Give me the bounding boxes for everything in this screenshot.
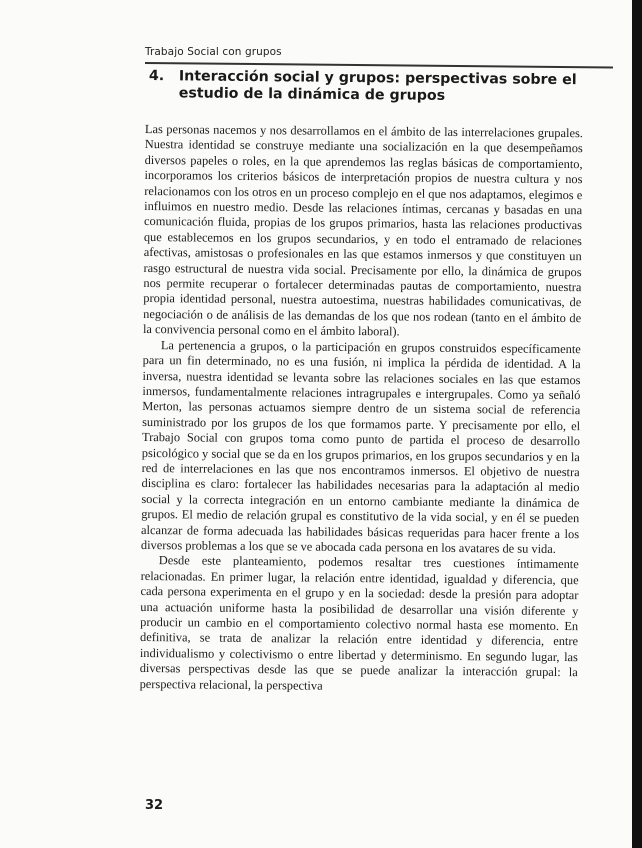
body-text (140, 122, 583, 696)
section-title: Interacción social y grupos: perspectivas sobre el estudio de la dinámica de grupos (178, 68, 577, 104)
scan-edge-shadow (632, 0, 642, 848)
header-rule (145, 62, 613, 68)
paragraph-2: La pertenencia a grupos, o la participación en grupos construidos específicamente para un fin determinado, no es una fusión, ni implica la pérdida de identidad. A la inversa, nuestra identidad se levanta sobre las relaciones sociales en las que estamos inmersos, fundamentalmente relaciones intragrupales e intergrupales. Como ya señaló Merton, las personas actuamos siempre dentro de un sistema social de referencia suministrado por los grupos de los que formamos parte. Y precisamente por ello, el Trabajo Social con grupos toma como punto de partida el proceso de desarrollo psicológico y social que se da en los grupos primarios, en los grupos secundarios y en la red de interrelaciones en las que nos encontramos inmersos. El objetivo de nuestra disciplina es claro: fortalecer las habilidades necesarias para la adaptación al medio social y la correcta integración en un entorno cambiante mediante la dinámica de grupos. El medio de relación grupal es constitutivo de la vida social, y en él se pueden alcanzar de forma adecuada las habilidades básicas requeridas para hacer frente a los diversos problemas a los que se ve abocada cada persona en los avatares de su vida. (140, 337, 581, 556)
section-number: 4. (148, 68, 165, 85)
paragraph-3: Desde este planteamiento, podemos resaltar tres cuestiones íntimamente relacionadas. En primer lugar, la relación entre identidad, igualdad y diferencia, que cada persona experimenta en el grupo y en la sociedad: desde la presión para adoptar una actuación uniforme hasta la posibilidad de desarrollar una visión diferente y producir un cambio en el comportamiento colectivo normal hasta ese momento. En definitiva, se trata de analizar la relación entre identidad y diferencia, entre individualismo y colectivismo o entre libertad y determinismo. En segundo lugar, las diversas perspectivas desde las que se puede analizar la interacción grupal: la perspectiva relacional, la perspectiva (139, 553, 579, 693)
running-head: Trabajo Social con grupos (145, 46, 282, 58)
paragraph-1: Las personas nacemos y nos desarrollamos en el ámbito de las interrelaciones grupales. Nuestra identidad se construye mediante una socialización en la que desempeñamos diversos papeles o roles, en la que aprendemos las reglas básicas de comportamiento, incorporamos los criterios básicos de interpretación propios de nuestra cultura y nos relacionamos con los otros en un proceso complejo en el que nos adaptamos, elegimos e influimos en nuestro medio. Desde las relaciones íntimas, cercanas y basadas en una comunicación fluida, propias de los grupos primarios, hasta las relaciones productivas que establecemos en los grupos secundarios, y en todo el entramado de relaciones afectivas, amistosas o profesionales en las que estamos inmersos y que constituyen un rasgo estructural de nuestra vida social. Precisamente por ello, la dinámica de grupos nos permite recuperar o fortalecer determinadas pautas de comportamiento, nuestra propia identidad personal, nuestra autoestima, nuestras habilidades comunicativas, de negociación o de análisis de las demandas de los que nos rodean (tanto en el ámbito de la convivencia personal como en el ámbito laboral). (142, 122, 583, 339)
section-heading (145, 68, 605, 106)
page-number: 32 (145, 798, 164, 813)
